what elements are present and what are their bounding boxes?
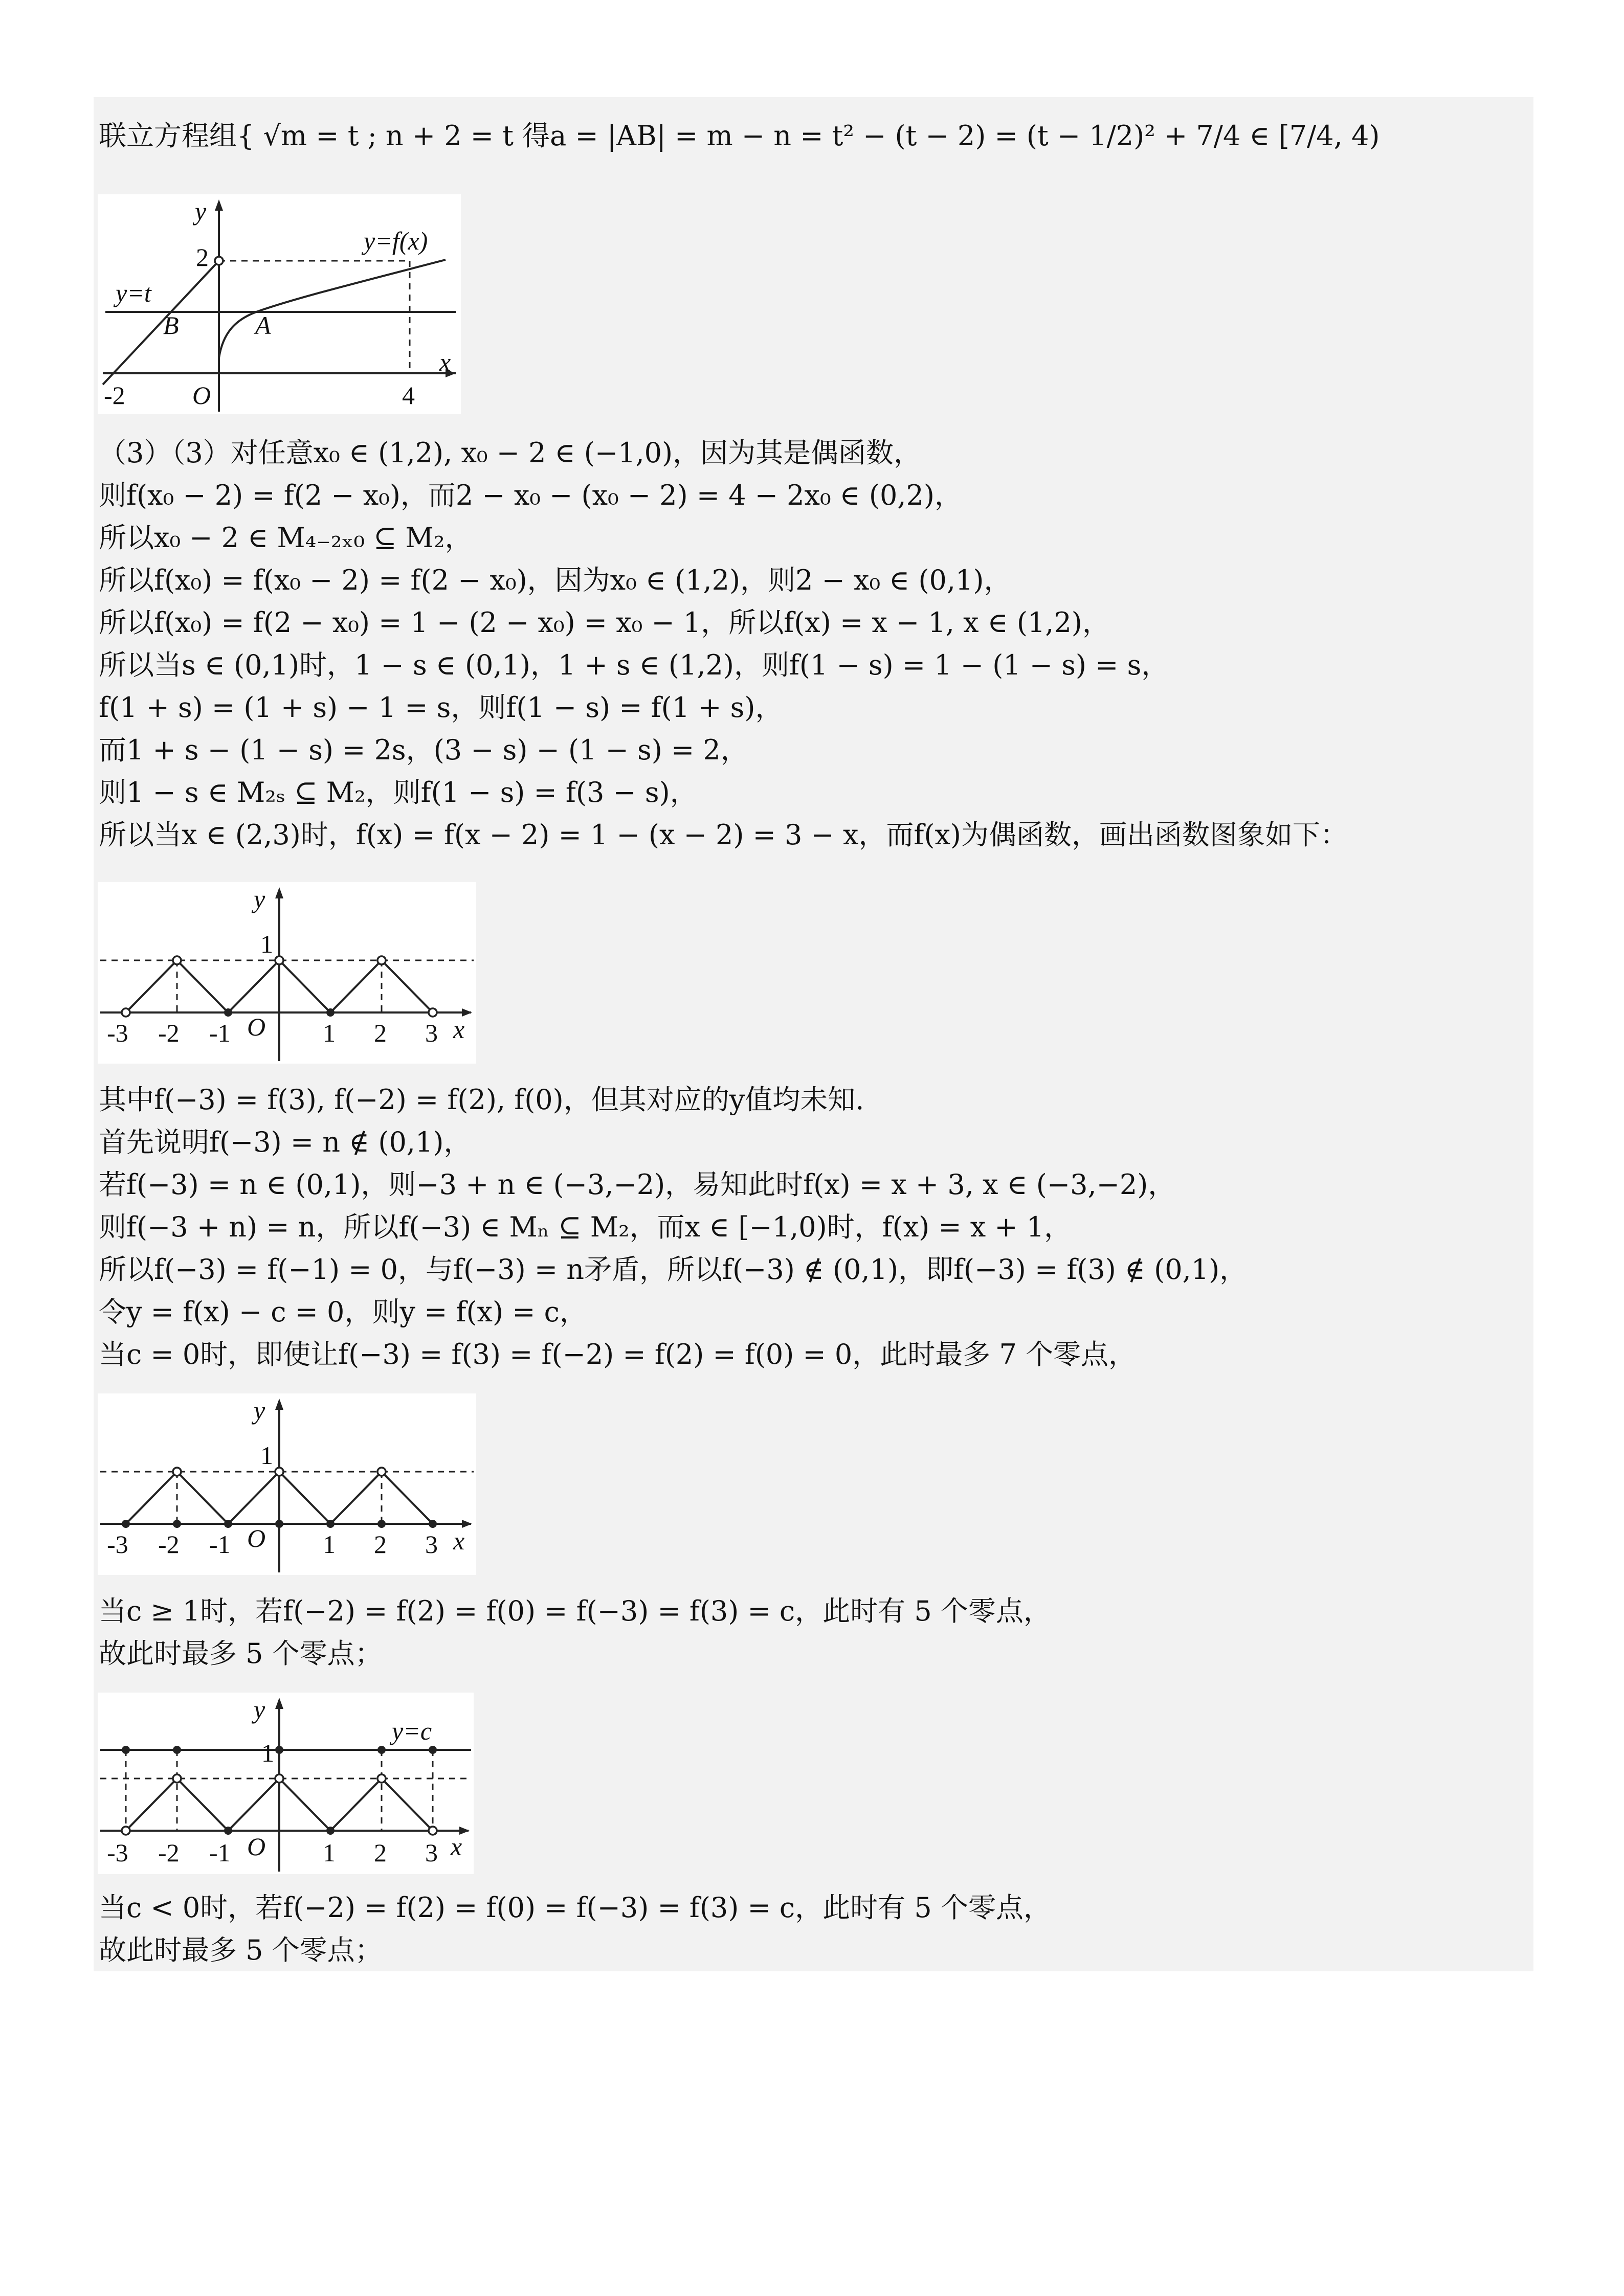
point-3-c bbox=[429, 1746, 437, 1754]
fig4-tick-neg2: -2 bbox=[158, 1838, 180, 1867]
text-line-18: 当c = 0时，即使让f(−3) = f(3) = f(−2) = f(2) = f(0) = 0，此时最多 7 个零点， bbox=[99, 1338, 1136, 1370]
text-line-16: 所以f(−3) = f(−1) = 0，与f(−3) = n矛盾，所以f(−3) ∉ (0,1)，即f(−3) = f(3) ∉ (0,1)， bbox=[99, 1253, 1248, 1286]
open-point-3 bbox=[429, 1827, 437, 1835]
fig1-line-label: y=t bbox=[116, 279, 151, 307]
point-1 bbox=[326, 1827, 335, 1835]
fig3-tick-3: 3 bbox=[425, 1530, 438, 1559]
fig3-x-label: x bbox=[453, 1526, 465, 1555]
fig1-label-neg2: -2 bbox=[104, 381, 125, 410]
y-axis-arrow bbox=[275, 1399, 283, 1410]
figure-zigzag-1-svg bbox=[98, 882, 476, 1064]
text-line-5: 所以f(x₀) = f(x₀ − 2) = f(2 − x₀)，因为x₀ ∈ (1,2)，则2 − x₀ ∈ (0,1)， bbox=[99, 564, 1012, 596]
point-neg3-c bbox=[122, 1746, 130, 1754]
figure-sqrt-graph bbox=[98, 194, 461, 414]
fig2-tick-neg2: -2 bbox=[158, 1019, 180, 1047]
text-line-21: 当c < 0时，若f(−2) = f(2) = f(0) = f(−3) = f(3) = c，此时有 5 个零点， bbox=[99, 1892, 1051, 1924]
fig4-tick-3: 3 bbox=[425, 1838, 438, 1867]
fig3-tick-1: 1 bbox=[323, 1530, 336, 1559]
fig1-label-A: A bbox=[255, 311, 271, 340]
point-neg2-zero bbox=[173, 1520, 181, 1528]
open-point-0 bbox=[275, 1774, 283, 1783]
fig4-tick-1: 1 bbox=[323, 1838, 336, 1867]
open-point-neg3 bbox=[122, 1008, 130, 1017]
figure-sqrt-graph-svg bbox=[98, 194, 461, 414]
fig3-label-1: 1 bbox=[260, 1441, 273, 1470]
text-line-12: 其中f(−3) = f(3), f(−2) = f(2), f(0)，但其对应的y值均未知. bbox=[99, 1084, 864, 1116]
open-point-2 bbox=[377, 956, 386, 964]
open-point-neg2-top bbox=[173, 1468, 181, 1476]
text-line-14: 若f(−3) = n ∈ (0,1)，则−3 + n ∈ (−3,−2)，易知此时f(x) = x + 3, x ∈ (−3,−2)， bbox=[99, 1168, 1176, 1201]
text-line-1: 联立方程组{ √m = t ; n + 2 = t 得a = |AB| = m − n = t² − (t − 2) = (t − 1/2)² + 7/4 ∈ [7/4, 4) bbox=[99, 120, 1380, 152]
point-neg1 bbox=[224, 1827, 232, 1835]
open-point-2 bbox=[215, 257, 223, 265]
open-point-2-top bbox=[377, 1468, 386, 1476]
open-point-neg2 bbox=[173, 956, 181, 964]
point-0-c bbox=[275, 1746, 283, 1754]
open-point-0-top bbox=[275, 1468, 283, 1476]
fig1-x-label: x bbox=[439, 348, 451, 376]
fig3-tick-neg1: -1 bbox=[209, 1530, 231, 1559]
fig1-label-4: 4 bbox=[402, 381, 415, 410]
figure-zigzag-c0-svg bbox=[98, 1393, 476, 1575]
fig2-label-O: O bbox=[247, 1012, 266, 1041]
fig4-y-label: y bbox=[254, 1695, 265, 1724]
fig3-tick-2: 2 bbox=[374, 1530, 387, 1559]
fig2-label-1: 1 bbox=[260, 930, 273, 958]
fig4-tick-neg1: -1 bbox=[209, 1838, 231, 1867]
point-1 bbox=[326, 1520, 335, 1528]
point-2-zero bbox=[377, 1520, 386, 1528]
open-point-2 bbox=[377, 1774, 386, 1783]
solution-panel bbox=[94, 97, 1533, 1971]
figure-zigzag-c-ge-1-svg bbox=[98, 1693, 474, 1874]
figure-zigzag-c-ge-1 bbox=[98, 1693, 474, 1874]
point-neg1 bbox=[224, 1008, 232, 1017]
fig2-tick-2: 2 bbox=[374, 1019, 387, 1047]
text-line-8: f(1 + s) = (1 + s) − 1 = s，则f(1 − s) = f(1 + s)， bbox=[99, 691, 783, 724]
fig3-tick-neg2: -2 bbox=[158, 1530, 180, 1559]
text-line-13: 首先说明f(−3) = n ∉ (0,1)， bbox=[99, 1126, 472, 1158]
fig4-tick-2: 2 bbox=[374, 1838, 387, 1867]
point-neg1 bbox=[224, 1520, 232, 1528]
fig1-label-2: 2 bbox=[196, 243, 209, 272]
open-point-neg2 bbox=[173, 1774, 181, 1783]
fig2-tick-neg1: -1 bbox=[209, 1019, 231, 1047]
text-line-11: 所以当x ∈ (2,3)时，f(x) = f(x − 2) = 1 − (x − 2) = 3 − x，而f(x)为偶函数，画出函数图象如下： bbox=[99, 819, 1348, 851]
fig4-label-1: 1 bbox=[261, 1739, 274, 1767]
fig3-tick-neg3: -3 bbox=[107, 1530, 128, 1559]
point-2-c bbox=[377, 1746, 386, 1754]
text-line-15: 则f(−3 + n) = n，所以f(−3) ∈ Mₙ ⊆ M₂，而x ∈ [−1,0)时，f(x) = x + 1， bbox=[99, 1211, 1072, 1243]
fig4-tick-neg3: -3 bbox=[107, 1838, 128, 1867]
fig2-tick-3: 3 bbox=[425, 1019, 438, 1047]
fig1-label-B: B bbox=[163, 311, 179, 340]
fig1-y-label: y bbox=[195, 197, 207, 226]
fig1-curve-label: y=f(x) bbox=[364, 227, 428, 255]
y-axis-arrow bbox=[275, 1698, 283, 1709]
fig2-y-label: y bbox=[254, 885, 265, 913]
fig4-x-label: x bbox=[451, 1832, 462, 1861]
text-line-10: 则1 − s ∈ M₂ₛ ⊆ M₂，则f(1 − s) = f(3 − s)， bbox=[99, 776, 698, 808]
text-line-22: 故此时最多 5 个零点； bbox=[99, 1934, 383, 1966]
y-axis-arrow bbox=[215, 199, 223, 211]
fig4-label-O: O bbox=[247, 1832, 266, 1861]
sqrt-curve bbox=[219, 260, 446, 358]
text-line-19: 当c ≥ 1时，若f(−2) = f(2) = f(0) = f(−3) = f(3) = c，此时有 5 个零点， bbox=[99, 1595, 1051, 1627]
open-point-neg3 bbox=[122, 1827, 130, 1835]
figure-zigzag-c0 bbox=[98, 1393, 476, 1575]
figure-zigzag-1 bbox=[98, 882, 476, 1064]
fig3-label-O: O bbox=[247, 1524, 266, 1552]
fig2-x-label: x bbox=[453, 1015, 465, 1044]
text-line-9: 而1 + s − (1 − s) = 2s，(3 − s) − (1 − s) = 2， bbox=[99, 734, 748, 766]
text-line-6: 所以f(x₀) = f(2 − x₀) = 1 − (2 − x₀) = x₀ − 1，所以f(x) = x − 1, x ∈ (1,2)， bbox=[99, 606, 1110, 639]
point-1 bbox=[326, 1008, 335, 1017]
open-point-3 bbox=[429, 1008, 437, 1017]
y-axis-arrow bbox=[275, 887, 283, 898]
point-neg2-c bbox=[173, 1746, 181, 1754]
fig1-label-O: O bbox=[192, 381, 211, 410]
point-0-zero bbox=[275, 1520, 283, 1528]
point-neg3 bbox=[122, 1520, 130, 1528]
text-line-2: （3）（3）对任意x₀ ∈ (1,2), x₀ − 2 ∈ (−1,0)，因为其是偶函数， bbox=[99, 437, 922, 469]
point-3 bbox=[429, 1520, 437, 1528]
fig3-y-label: y bbox=[254, 1396, 265, 1425]
text-line-17: 令y = f(x) − c = 0，则y = f(x) = c， bbox=[99, 1296, 587, 1328]
fig2-tick-1: 1 bbox=[323, 1019, 336, 1047]
fig4-line-label: y=c bbox=[392, 1717, 432, 1745]
text-line-3: 则f(x₀ − 2) = f(2 − x₀)，而2 − x₀ − (x₀ − 2) = 4 − 2x₀ ∈ (0,2)， bbox=[99, 479, 962, 511]
text-line-20: 故此时最多 5 个零点； bbox=[99, 1637, 383, 1670]
text-line-4: 所以x₀ − 2 ∈ M₄₋₂ₓ₀ ⊆ M₂， bbox=[99, 522, 473, 554]
text-line-7: 所以当s ∈ (0,1)时，1 − s ∈ (0,1)，1 + s ∈ (1,2)，则f(1 − s) = 1 − (1 − s) = s， bbox=[99, 649, 1169, 681]
open-point-0 bbox=[275, 956, 283, 964]
fig2-tick-neg3: -3 bbox=[107, 1019, 128, 1047]
